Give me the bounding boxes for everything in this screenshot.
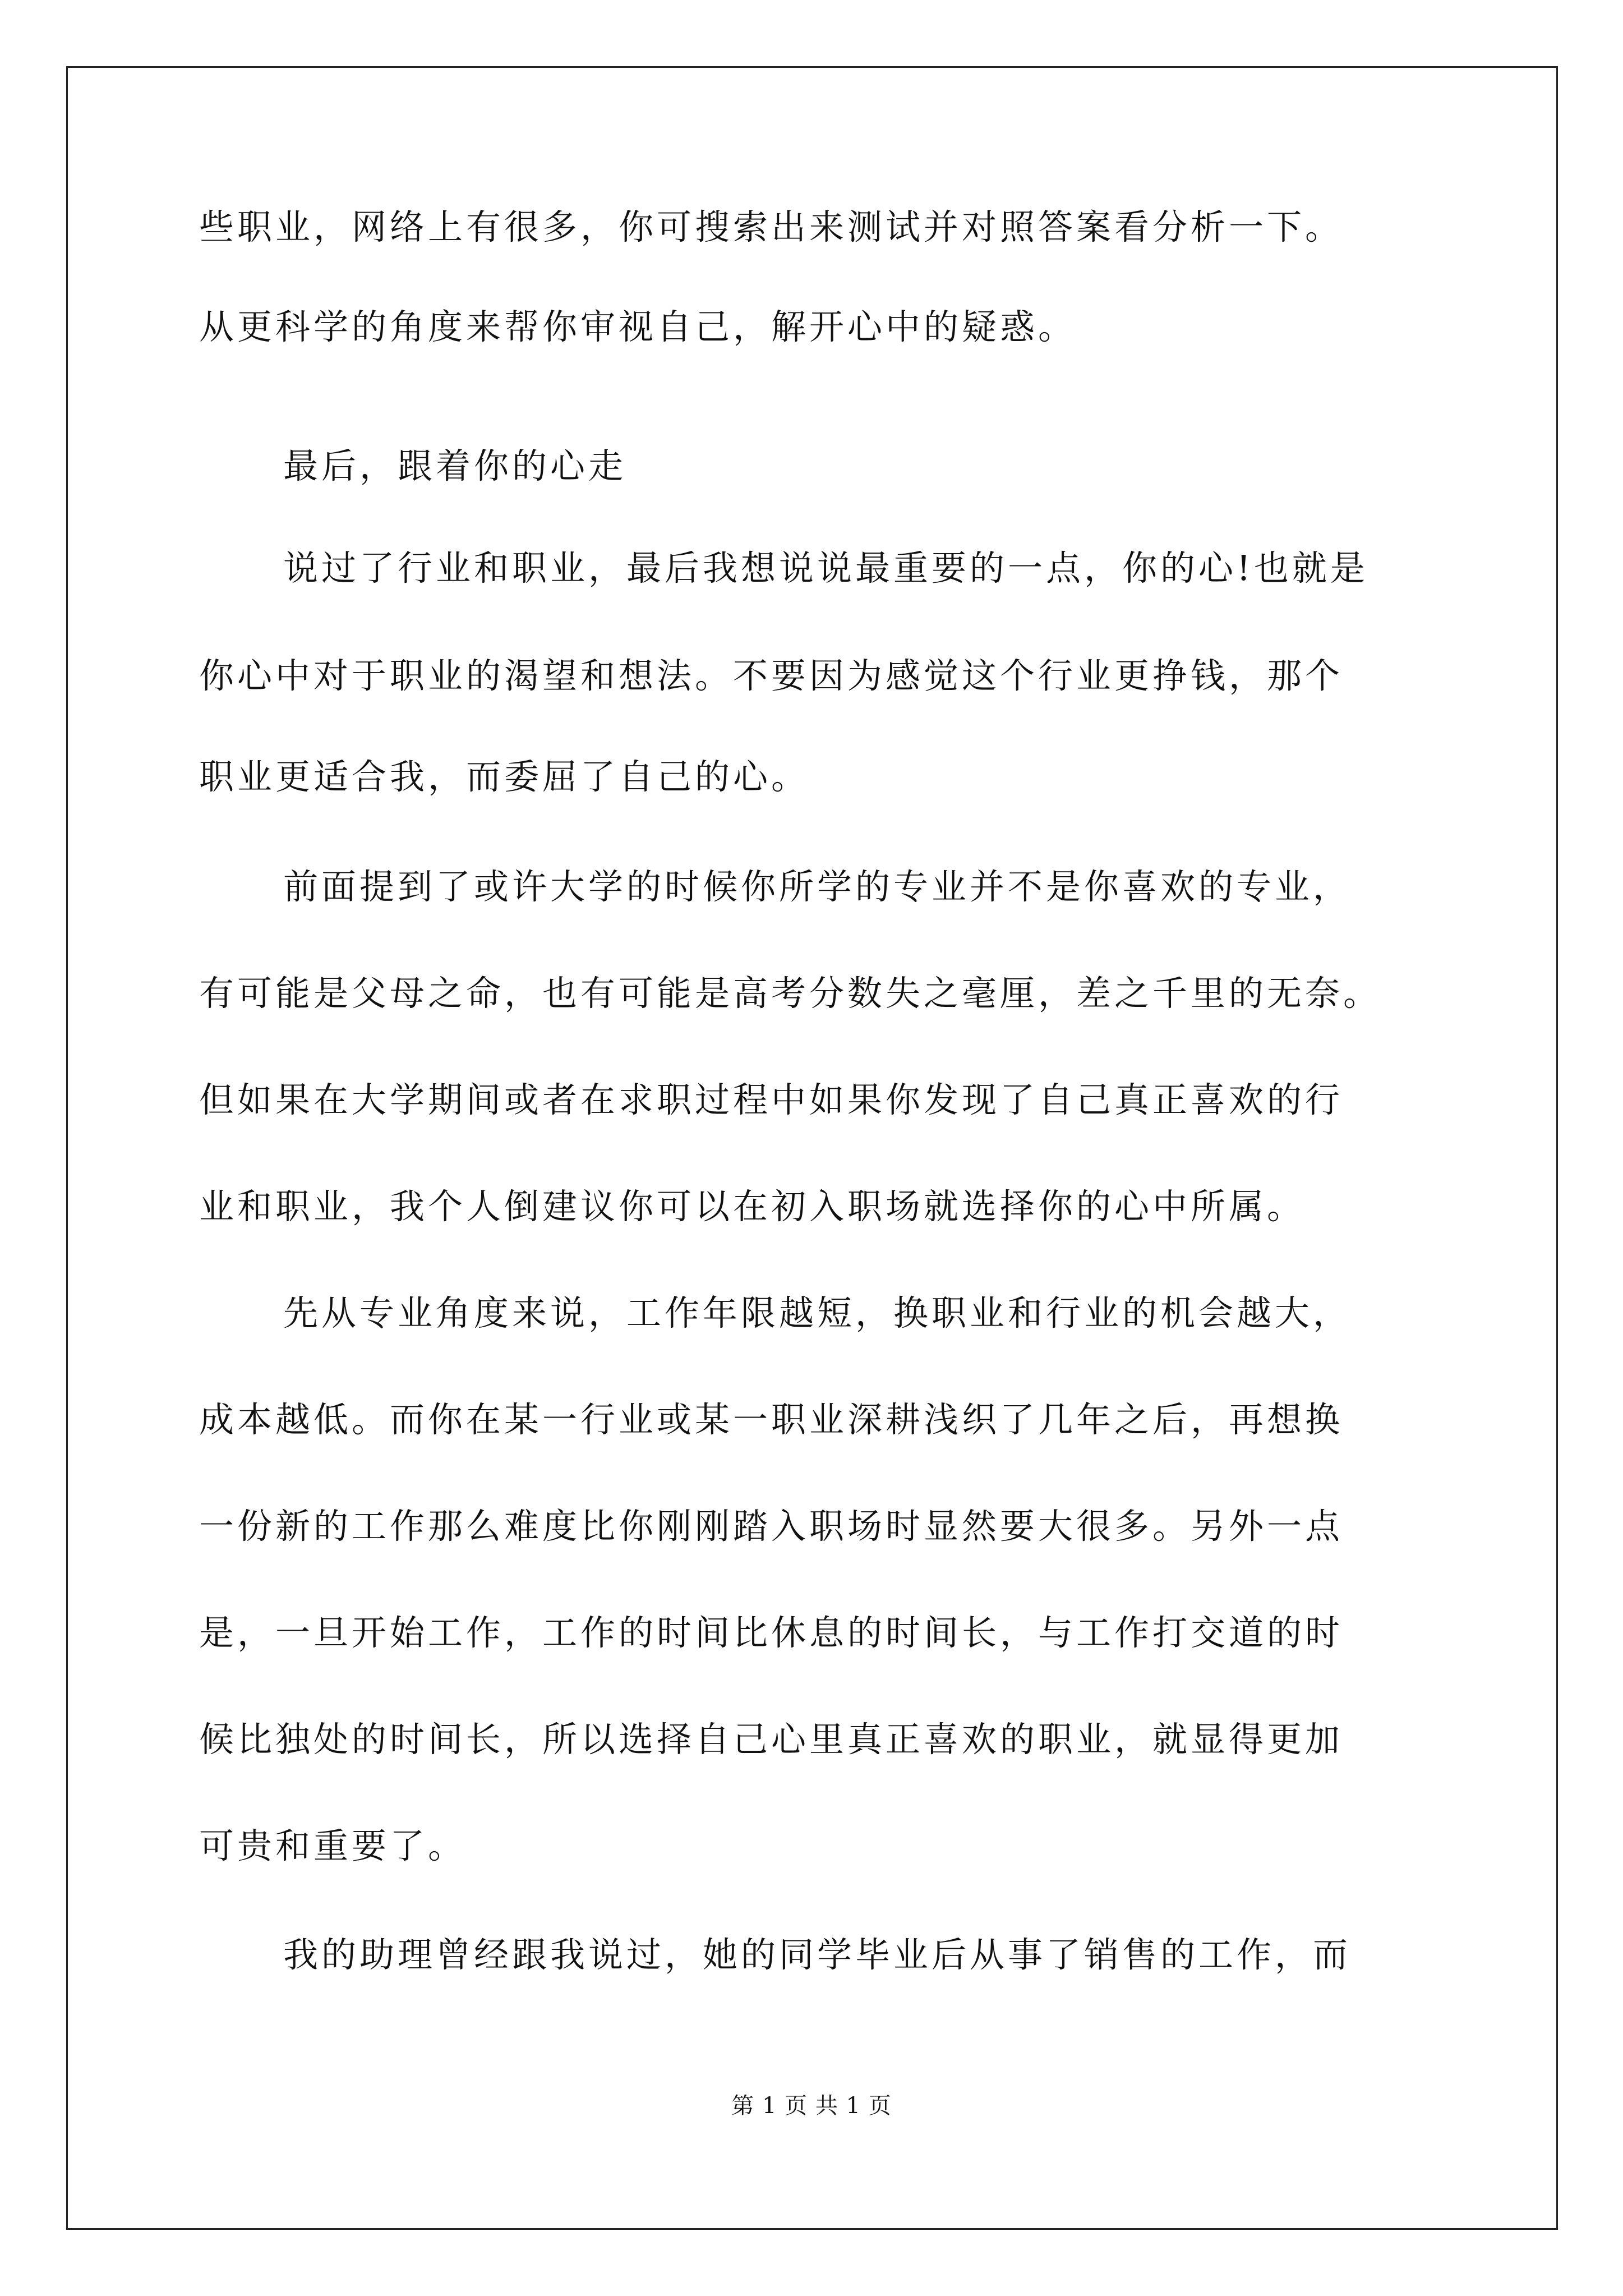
text-line-14: 是，一旦开始工作，工作的时间比休息的时间长，与工作打交道的时: [199, 1612, 1344, 1653]
text-line-9: 但如果在大学期间或者在求职过程中如果你发现了自己真正喜欢的行: [199, 1079, 1344, 1120]
page-border: [66, 66, 1558, 2230]
text-line-12: 成本越低。而你在某一行业或某一职业深耕浅织了几年之后，再想换: [199, 1399, 1344, 1440]
text-line-5: 你心中对于职业的渴望和想法。不要因为感觉这个行业更挣钱，那个: [199, 655, 1344, 696]
page-number-footer: 第 1 页 共 1 页: [731, 2093, 892, 2119]
text-line-17: 我的助理曾经跟我说过，她的同学毕业后从事了销售的工作，而: [283, 1934, 1352, 1975]
text-line-8: 有可能是父母之命，也有可能是高考分数失之毫厘，差之千里的无奈。: [199, 973, 1382, 1014]
text-line-2: 从更科学的角度来帮你审视自己，解开心中的疑惑。: [199, 306, 1077, 347]
text-line-13: 一份新的工作那么难度比你刚刚踏入职场时显然要大很多。另外一点: [199, 1506, 1344, 1547]
text-line-11: 先从专业角度来说，工作年限越短，换职业和行业的机会越大，: [283, 1292, 1352, 1333]
text-line-16: 可贵和重要了。: [199, 1825, 467, 1866]
text-line-10: 业和职业，我个人倒建议你可以在初入职场就选择你的心中所属。: [199, 1186, 1306, 1227]
text-line-15: 候比独处的时间长，所以选择自己心里真正喜欢的职业，就显得更加: [199, 1719, 1344, 1760]
text-line-4: 说过了行业和职业，最后我想说说最重要的一点，你的心!也就是: [283, 547, 1368, 588]
text-line-6: 职业更适合我，而委屈了自己的心。: [199, 756, 810, 797]
section-heading: 最后，跟着你的心走: [283, 445, 627, 486]
text-line-7: 前面提到了或许大学的时候你所学的专业并不是你喜欢的专业，: [283, 866, 1352, 907]
text-line-1: 些职业，网络上有很多，你可搜索出来测试并对照答案看分析一下。: [199, 206, 1344, 247]
